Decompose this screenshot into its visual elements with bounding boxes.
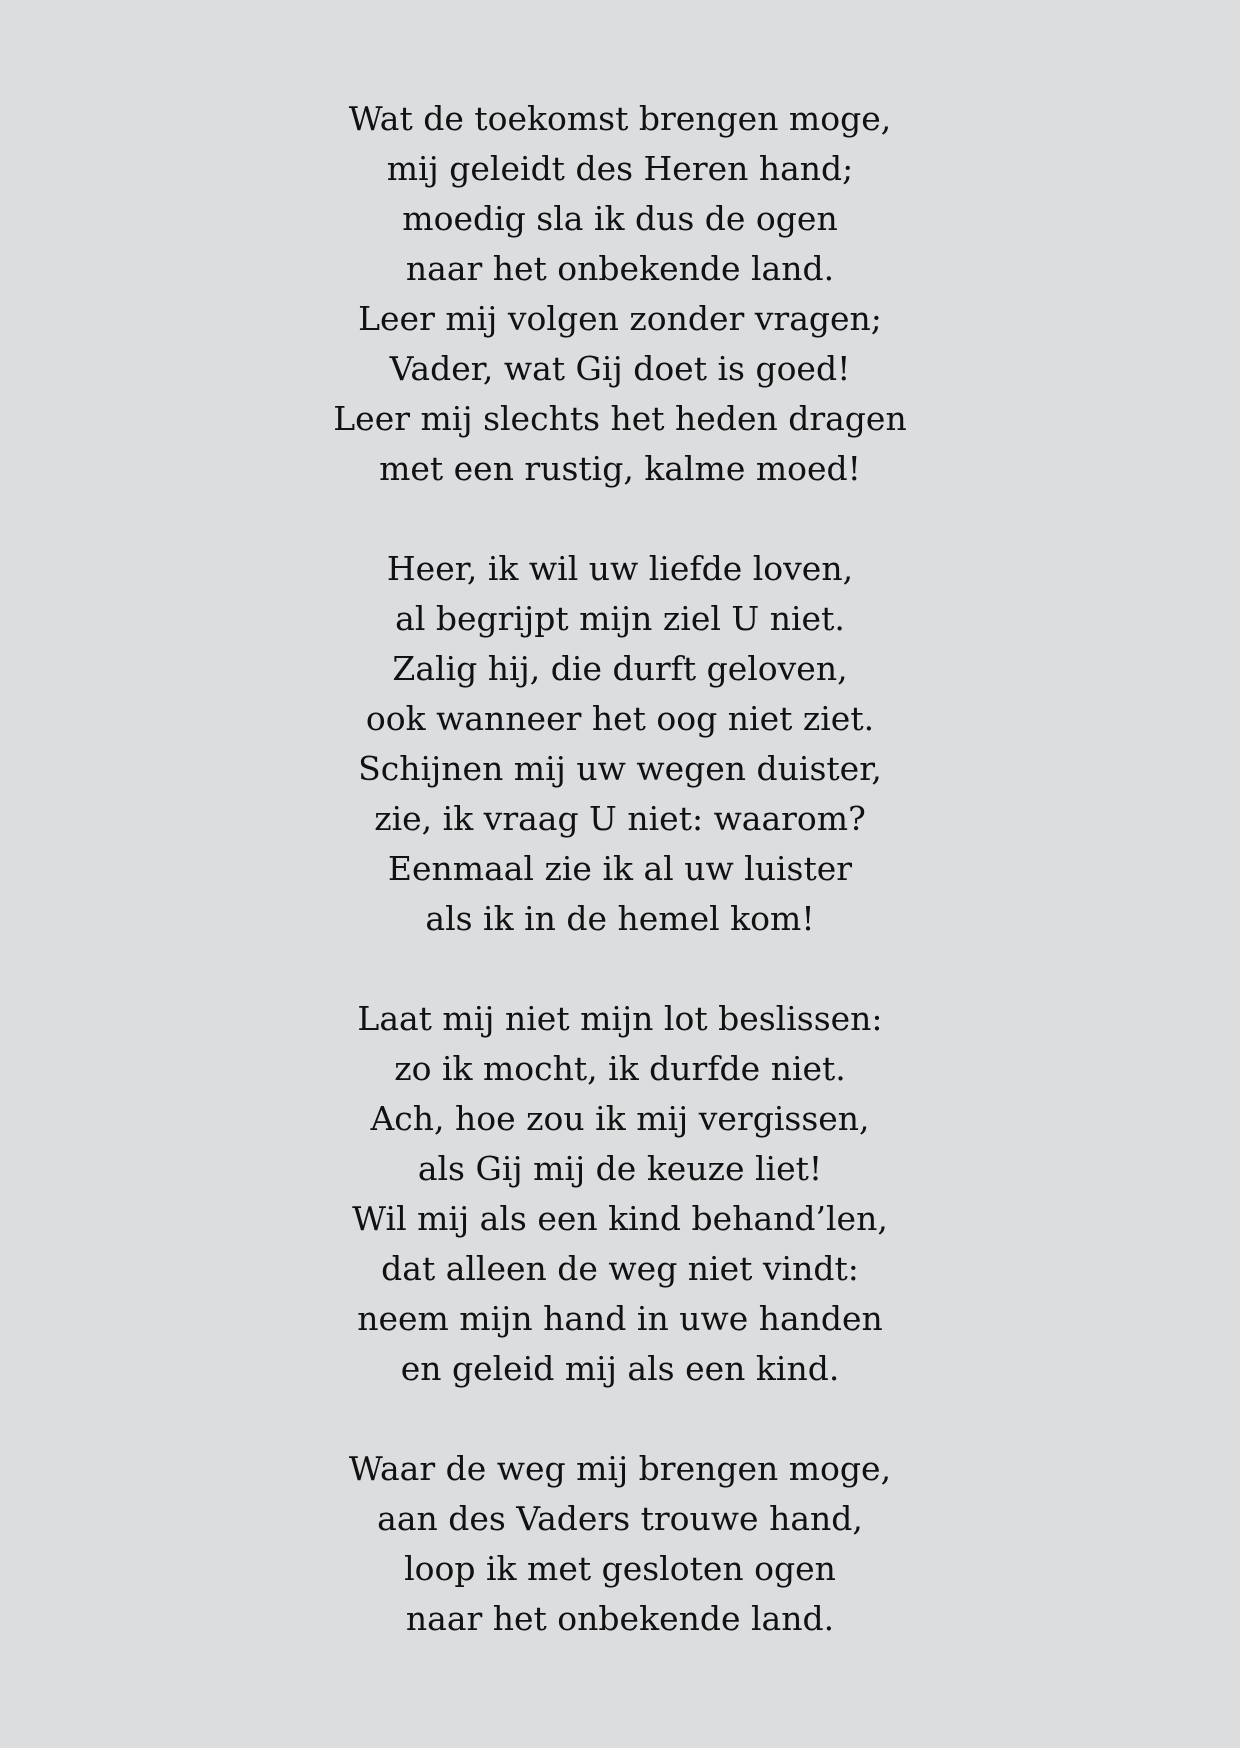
- poem-line: dat alleen de weg niet vindt:: [381, 1249, 859, 1288]
- poem-line: Leer mij volgen zonder vragen;: [358, 299, 882, 338]
- poem-line: Schijnen mij uw wegen duister,: [358, 749, 882, 788]
- poem-line: al begrijpt mijn ziel U niet.: [395, 599, 845, 638]
- poem-line: Zalig hij, die durft geloven,: [392, 649, 848, 688]
- poem-line: naar het onbekende land.: [405, 249, 835, 288]
- poem-line: Waar de weg mij brengen moge,: [348, 1449, 892, 1488]
- stanza-1: [0, 94, 1240, 494]
- poem: [0, 94, 1240, 1644]
- poem-line: en geleid mij als een kind.: [400, 1349, 840, 1388]
- poem-line: Laat mij niet mijn lot beslissen:: [357, 999, 883, 1038]
- poem-line: Eenmaal zie ik al uw luister: [387, 849, 853, 888]
- poem-line: Leer mij slechts het heden dragen: [333, 399, 907, 438]
- poem-line: loop ik met gesloten ogen: [404, 1549, 836, 1588]
- poem-line: als Gij mij de keuze liet!: [417, 1149, 823, 1188]
- stanza-2: [0, 544, 1240, 944]
- poem-line: naar het onbekende land.: [405, 1599, 835, 1638]
- stanza-3: [0, 994, 1240, 1394]
- poem-line: Wat de toekomst brengen moge,: [348, 99, 892, 138]
- poem-line: Heer, ik wil uw liefde loven,: [386, 549, 854, 588]
- poem-line: met een rustig, kalme moed!: [379, 449, 861, 488]
- poem-line: aan des Vaders trouwe hand,: [377, 1499, 863, 1538]
- poem-line: ook wanneer het oog niet ziet.: [365, 699, 875, 738]
- poem-line: Vader, wat Gij doet is goed!: [389, 349, 851, 388]
- poem-line: als ik in de hemel kom!: [425, 899, 815, 938]
- poem-line: neem mijn hand in uwe handen: [357, 1299, 883, 1338]
- poem-line: Wil mij als een kind behand’len,: [352, 1199, 888, 1238]
- stanza-4: [0, 1444, 1240, 1644]
- poem-line: mij geleidt des Heren hand;: [386, 149, 854, 188]
- poem-line: zie, ik vraag U niet: waarom?: [374, 799, 866, 838]
- poem-line: moedig sla ik dus de ogen: [402, 199, 838, 238]
- poem-line: zo ik mocht, ik durfde niet.: [394, 1049, 846, 1088]
- poem-line: Ach, hoe zou ik mij vergissen,: [370, 1099, 870, 1138]
